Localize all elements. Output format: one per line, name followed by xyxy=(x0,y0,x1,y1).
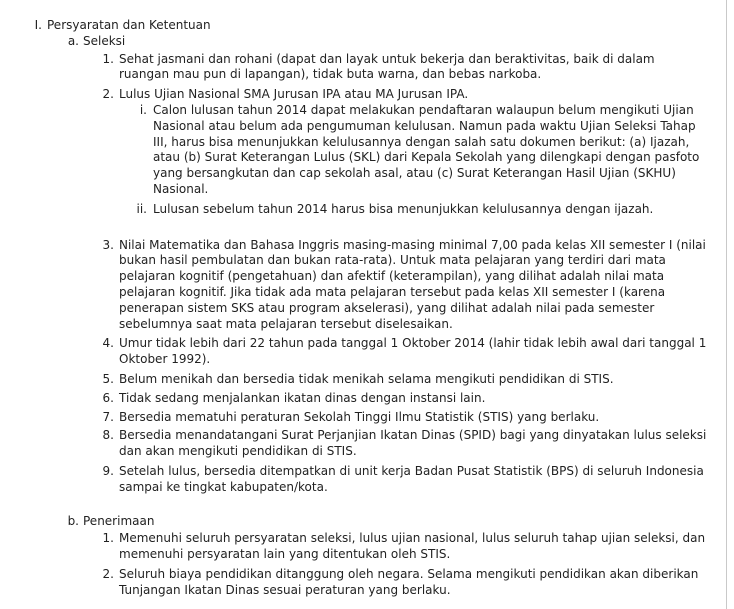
list-item xyxy=(0,372,727,388)
list-item xyxy=(0,531,727,563)
list-item xyxy=(0,428,727,460)
list-item-text: Lulus Ujian Nasional SMA Jurusan IPA atau MA Jurusan IPA. xyxy=(119,87,469,102)
subsection-letter: a. xyxy=(67,33,79,48)
list-item xyxy=(0,410,727,426)
list-item-text: Bersedia menandatangani Surat Perjanjian Ikatan Dinas (SPID) bagi yang dinyatakan lulus seleksi dan akan mengikuti pendidikan di STIS. xyxy=(119,428,707,459)
sub-list-item-number: ii. xyxy=(136,201,147,216)
subsection-heading-penerimaan xyxy=(0,514,727,530)
list-item-text: Sehat jasmani dan rohani (dapat dan layak untuk bekerja dan beraktivitas, baik di dalam ruangan mau pun di lapangan), tidak buta warna, dan bebas narkoba. xyxy=(119,51,655,82)
list-item-number: 3. xyxy=(102,237,114,252)
list-item-text: Seluruh biaya pendidikan ditanggung oleh negara. Selama mengikuti pendidikan akan diberikan Tunjangan Ikatan Dinas sesuai peraturan yang berlaku. xyxy=(119,566,699,597)
list-item-text: Umur tidak lebih dari 22 tahun pada tanggal 1 Oktober 2014 (lahir tidak lebih awal dari tanggal 1 Oktober 1992). xyxy=(119,336,707,367)
sub-list-item-number: i. xyxy=(139,102,147,117)
section-heading xyxy=(0,18,727,34)
sub-list-item-text: Lulusan sebelum tahun 2014 harus bisa menunjukkan kelulusannya dengan ijazah. xyxy=(153,201,654,216)
list-item-number: 8. xyxy=(102,428,114,443)
subsection-title: Penerimaan xyxy=(83,513,155,528)
list-item-number: 9. xyxy=(102,463,114,478)
list-item-text: Belum menikah dan bersedia tidak menikah selama mengikuti pendidikan di STIS. xyxy=(119,371,614,386)
list-item-number: 5. xyxy=(102,371,114,386)
list-item-number: 2. xyxy=(102,87,114,102)
list-item-number: 1. xyxy=(102,51,114,66)
list-item-text: Nilai Matematika dan Bahasa Inggris masing-masing minimal 7,00 pada kelas XII semester I (nilai bukan hasil pembulatan dan bukan rata-rata). Untuk mata pelajaran yang terdiri dari mata pelajaran kognitif (pengetahuan) dan afektif (keterampilan), yang dilihat adalah nilai mata pelajaran kognitif. Jika tidak ada mata pelajaran tersebut pada kelas XII semester I (karena penerapan sistem SKS atau program akselerasi), yang dilihat adalah nilai pada semester sebelumnya saat mata pelajaran tersebut diselesaikan. xyxy=(119,237,706,331)
section-title: Persyaratan dan Ketentuan xyxy=(47,18,211,32)
list-item xyxy=(0,238,727,333)
sub-list-item xyxy=(0,202,727,218)
list-item-number: 4. xyxy=(102,336,114,351)
list-item-text: Tidak sedang menjalankan ikatan dinas dengan instansi lain. xyxy=(119,390,486,405)
list-item xyxy=(0,52,727,84)
list-item-text: Memenuhi seluruh persyaratan seleksi, lulus ujian nasional, lulus seluruh tahap ujian seleksi, dan memenuhi persyaratan lain yang ditentukan oleh STIS. xyxy=(119,531,706,562)
list-item-number: 6. xyxy=(102,390,114,405)
list-item-number: 7. xyxy=(102,409,114,424)
sub-list-item-text: Calon lulusan tahun 2014 dapat melakukan pendaftaran walaupun belum mengikuti Ujian Nasional atau belum ada pengumuman kelulusan. Namun pada waktu Ujian Seleksi Tahap III, harus bisa menunjukkan kelulusannya dengan salah satu dokumen berikut: (a) Ijazah, atau (b) Surat Keterangan Lulus (SKL) dari Kepala Sekolah yang dilengkapi dengan pasfoto yang bersangkutan dan cap sekolah asal, atau (c) Surat Keterangan Hasil Ujian (SKHU) Nasional. xyxy=(153,102,700,196)
list-item xyxy=(0,464,727,496)
sub-list-item xyxy=(0,103,727,198)
subsection-heading-seleksi xyxy=(0,34,727,50)
list-item-text: Setelah lulus, bersedia ditempatkan di unit kerja Badan Pusat Statistik (BPS) di seluruh Indonesia sampai ke tingkat kabupaten/kota. xyxy=(119,463,704,494)
document-body xyxy=(0,18,727,599)
list-item xyxy=(0,87,727,103)
section-number: I. xyxy=(34,18,42,32)
list-item xyxy=(0,336,727,368)
list-item-text: Bersedia mematuhi peraturan Sekolah Tinggi Ilmu Statistik (STIS) yang berlaku. xyxy=(119,409,600,424)
list-item xyxy=(0,391,727,407)
list-item-number: 1. xyxy=(102,531,114,546)
list-item-number: 2. xyxy=(102,566,114,581)
subsection-title: Seleksi xyxy=(83,33,126,48)
subsection-letter: b. xyxy=(67,513,79,528)
list-item xyxy=(0,567,727,599)
